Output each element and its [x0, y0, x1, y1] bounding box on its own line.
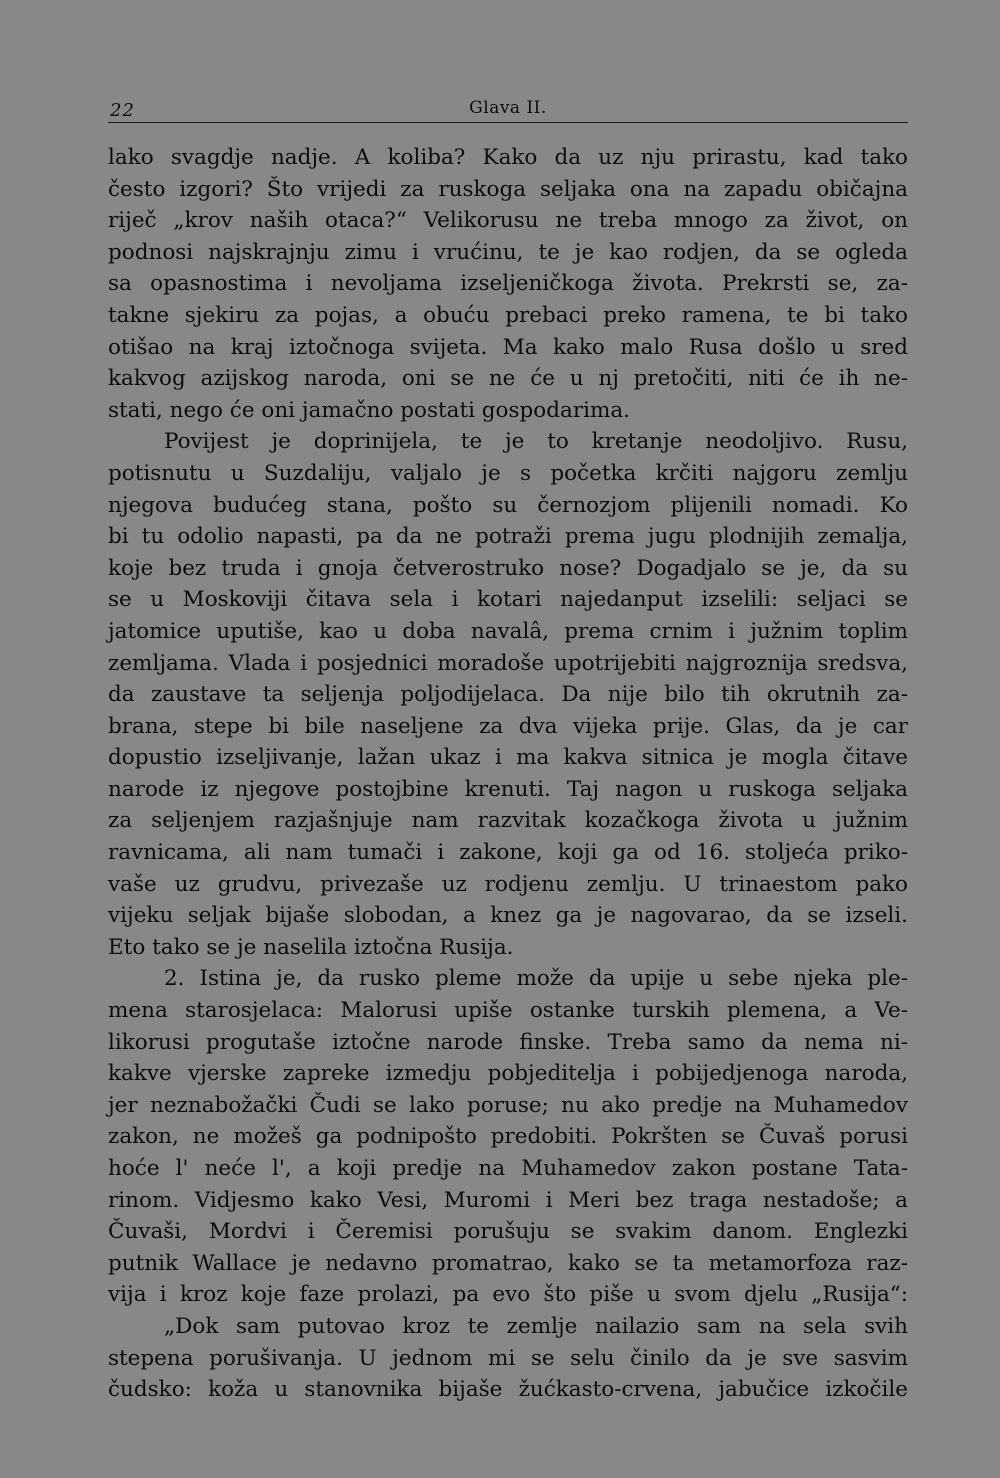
text-line: podnosi najskrajnju zimu i vrućinu, te je kao rodjen, da se ogleda: [108, 239, 908, 265]
text-line: jatomice uputiše, kao u doba navalâ, prema crnim i južnim toplim: [108, 618, 908, 644]
text-line: potisnutu u Suzdaliju, valjalo je s početka krčiti najgoru zemlju: [108, 460, 908, 486]
text-line: Povijest je doprinijela, te je to kretanje neodoljivo. Rusu,: [164, 429, 908, 455]
text-line: kakve vjerske zapreke izmedju pobjeditelja i pobijedjenoga naroda,: [108, 1061, 908, 1087]
text-line: bi tu odolio napasti, pa da ne potraži prema jugu plodnijih zemalja,: [108, 524, 908, 550]
text-line: Čuvaši, Mordvi i Čeremisi porušuju se svakim danom. Englezki: [108, 1219, 908, 1245]
text-line: ravnicama, ali nam tumači i zakone, koji ga od 16. stoljeća priko-: [108, 840, 908, 866]
text-line: hoće l' neće l', a koji predje na Muhamedov zakon postane Tata-: [108, 1156, 908, 1181]
text-line: vaše uz grudvu, privezaše uz rodjenu zemlju. U trinaestom pako: [108, 871, 908, 897]
text-line: „Dok sam putovao kroz te zemlje nailazio sam na sela svih: [164, 1313, 908, 1339]
text-line: se u Moskoviji čitava sela i kotari najedanput izselili: seljaci se: [108, 587, 908, 613]
text-line: rinom. Vidjesmo kako Vesi, Muromi i Meri bez traga nestadoše; a: [108, 1187, 908, 1213]
text-line: 2. Istina je, da rusko pleme može da upije u sebe njeka ple-: [164, 966, 908, 992]
chapter-title: Glava II.: [469, 98, 547, 118]
page-number: 22: [110, 100, 135, 121]
text-line: putnik Wallace je nedavno promatrao, kako se ta metamorfoza raz-: [108, 1250, 908, 1276]
text-line: za seljenjem razjašnjuje nam razvitak kozačkoga života u južnim: [108, 808, 908, 834]
text-line: stati, nego će oni jamačno postati gospodarima.: [108, 397, 631, 423]
text-line: kakvog azijskog naroda, oni se ne će u nj pretočiti, niti će ih ne-: [108, 366, 908, 392]
text-line: stepena porušivanja. U jednom mi se selu činilo da je sve sasvim: [108, 1345, 908, 1371]
text-line: zemljama. Vlada i posjednici moradoše upotrijebiti najgroznija sredsva,: [108, 650, 908, 676]
text-line: brana, stepe bi bile naseljene za dva vijeka prije. Glas, da je car: [108, 713, 908, 739]
text-line: jer neznabožački Čudi se lako poruse; nu ako predje na Muhamedov: [108, 1092, 908, 1118]
text-line: mena starosjelaca: Malorusi upiše ostanke turskih plemena, a Ve-: [108, 998, 908, 1024]
text-line: vijeku seljak bijaše slobodan, a knez ga je nagovarao, da se izseli.: [108, 903, 908, 929]
text-line: njegova budućeg stana, pošto su černozjom plijenili nomadi. Ko: [108, 492, 908, 518]
running-head: [108, 96, 908, 123]
text-line: dopustio izseljivanje, lažan ukaz i ma kakva sitnica je mogla čitave: [108, 745, 908, 771]
text-line: često izgori? Što vrijedi za ruskoga seljaka ona na zapadu običajna: [108, 176, 908, 202]
body-text: [108, 142, 908, 1406]
text-line: otišao na kraj iztočnoga svijeta. Ma kako malo Rusa došlo u sred: [108, 334, 908, 360]
text-line: Eto tako se je naselila iztočna Rusija.: [108, 934, 514, 960]
text-line: riječ „krov naših otaca?“ Velikorusu ne treba mnogo za život, on: [108, 208, 908, 234]
text-line: da zaustave ta seljenja poljodijelaca. Da nije bilo tih okrutnih za-: [108, 682, 908, 708]
text-line: vija i kroz koje faze prolazi, pa evo što piše u svom djelu „Rusija“:: [108, 1282, 908, 1308]
text-line: koje bez truda i gnoja četverostruko nose? Dogadjalo se je, da su: [108, 555, 908, 581]
text-line: čudsko: koža u stanovnika bijaše žućkasto-crvena, jabučice izkočile: [108, 1377, 908, 1403]
text-line: zakon, ne možeš ga podnipošto predobiti. Pokršten se Čuvaš porusi: [108, 1124, 908, 1150]
text-line: likorusi progutaše iztočne narode finske. Treba samo da nema ni-: [108, 1029, 908, 1055]
text-line: takne sjekiru za pojas, a obuću prebaci preko ramena, te bi tako: [108, 302, 908, 328]
text-line: sa opasnostima i nevoljama izseljeničkoga života. Prekrsti se, za-: [108, 271, 908, 297]
text-line: narode iz njegove postojbine krenuti. Taj nagon u ruskoga seljaka: [108, 776, 908, 802]
text-line: lako svagdje nadje. A koliba? Kako da uz nju prirastu, kad tako: [108, 145, 908, 170]
